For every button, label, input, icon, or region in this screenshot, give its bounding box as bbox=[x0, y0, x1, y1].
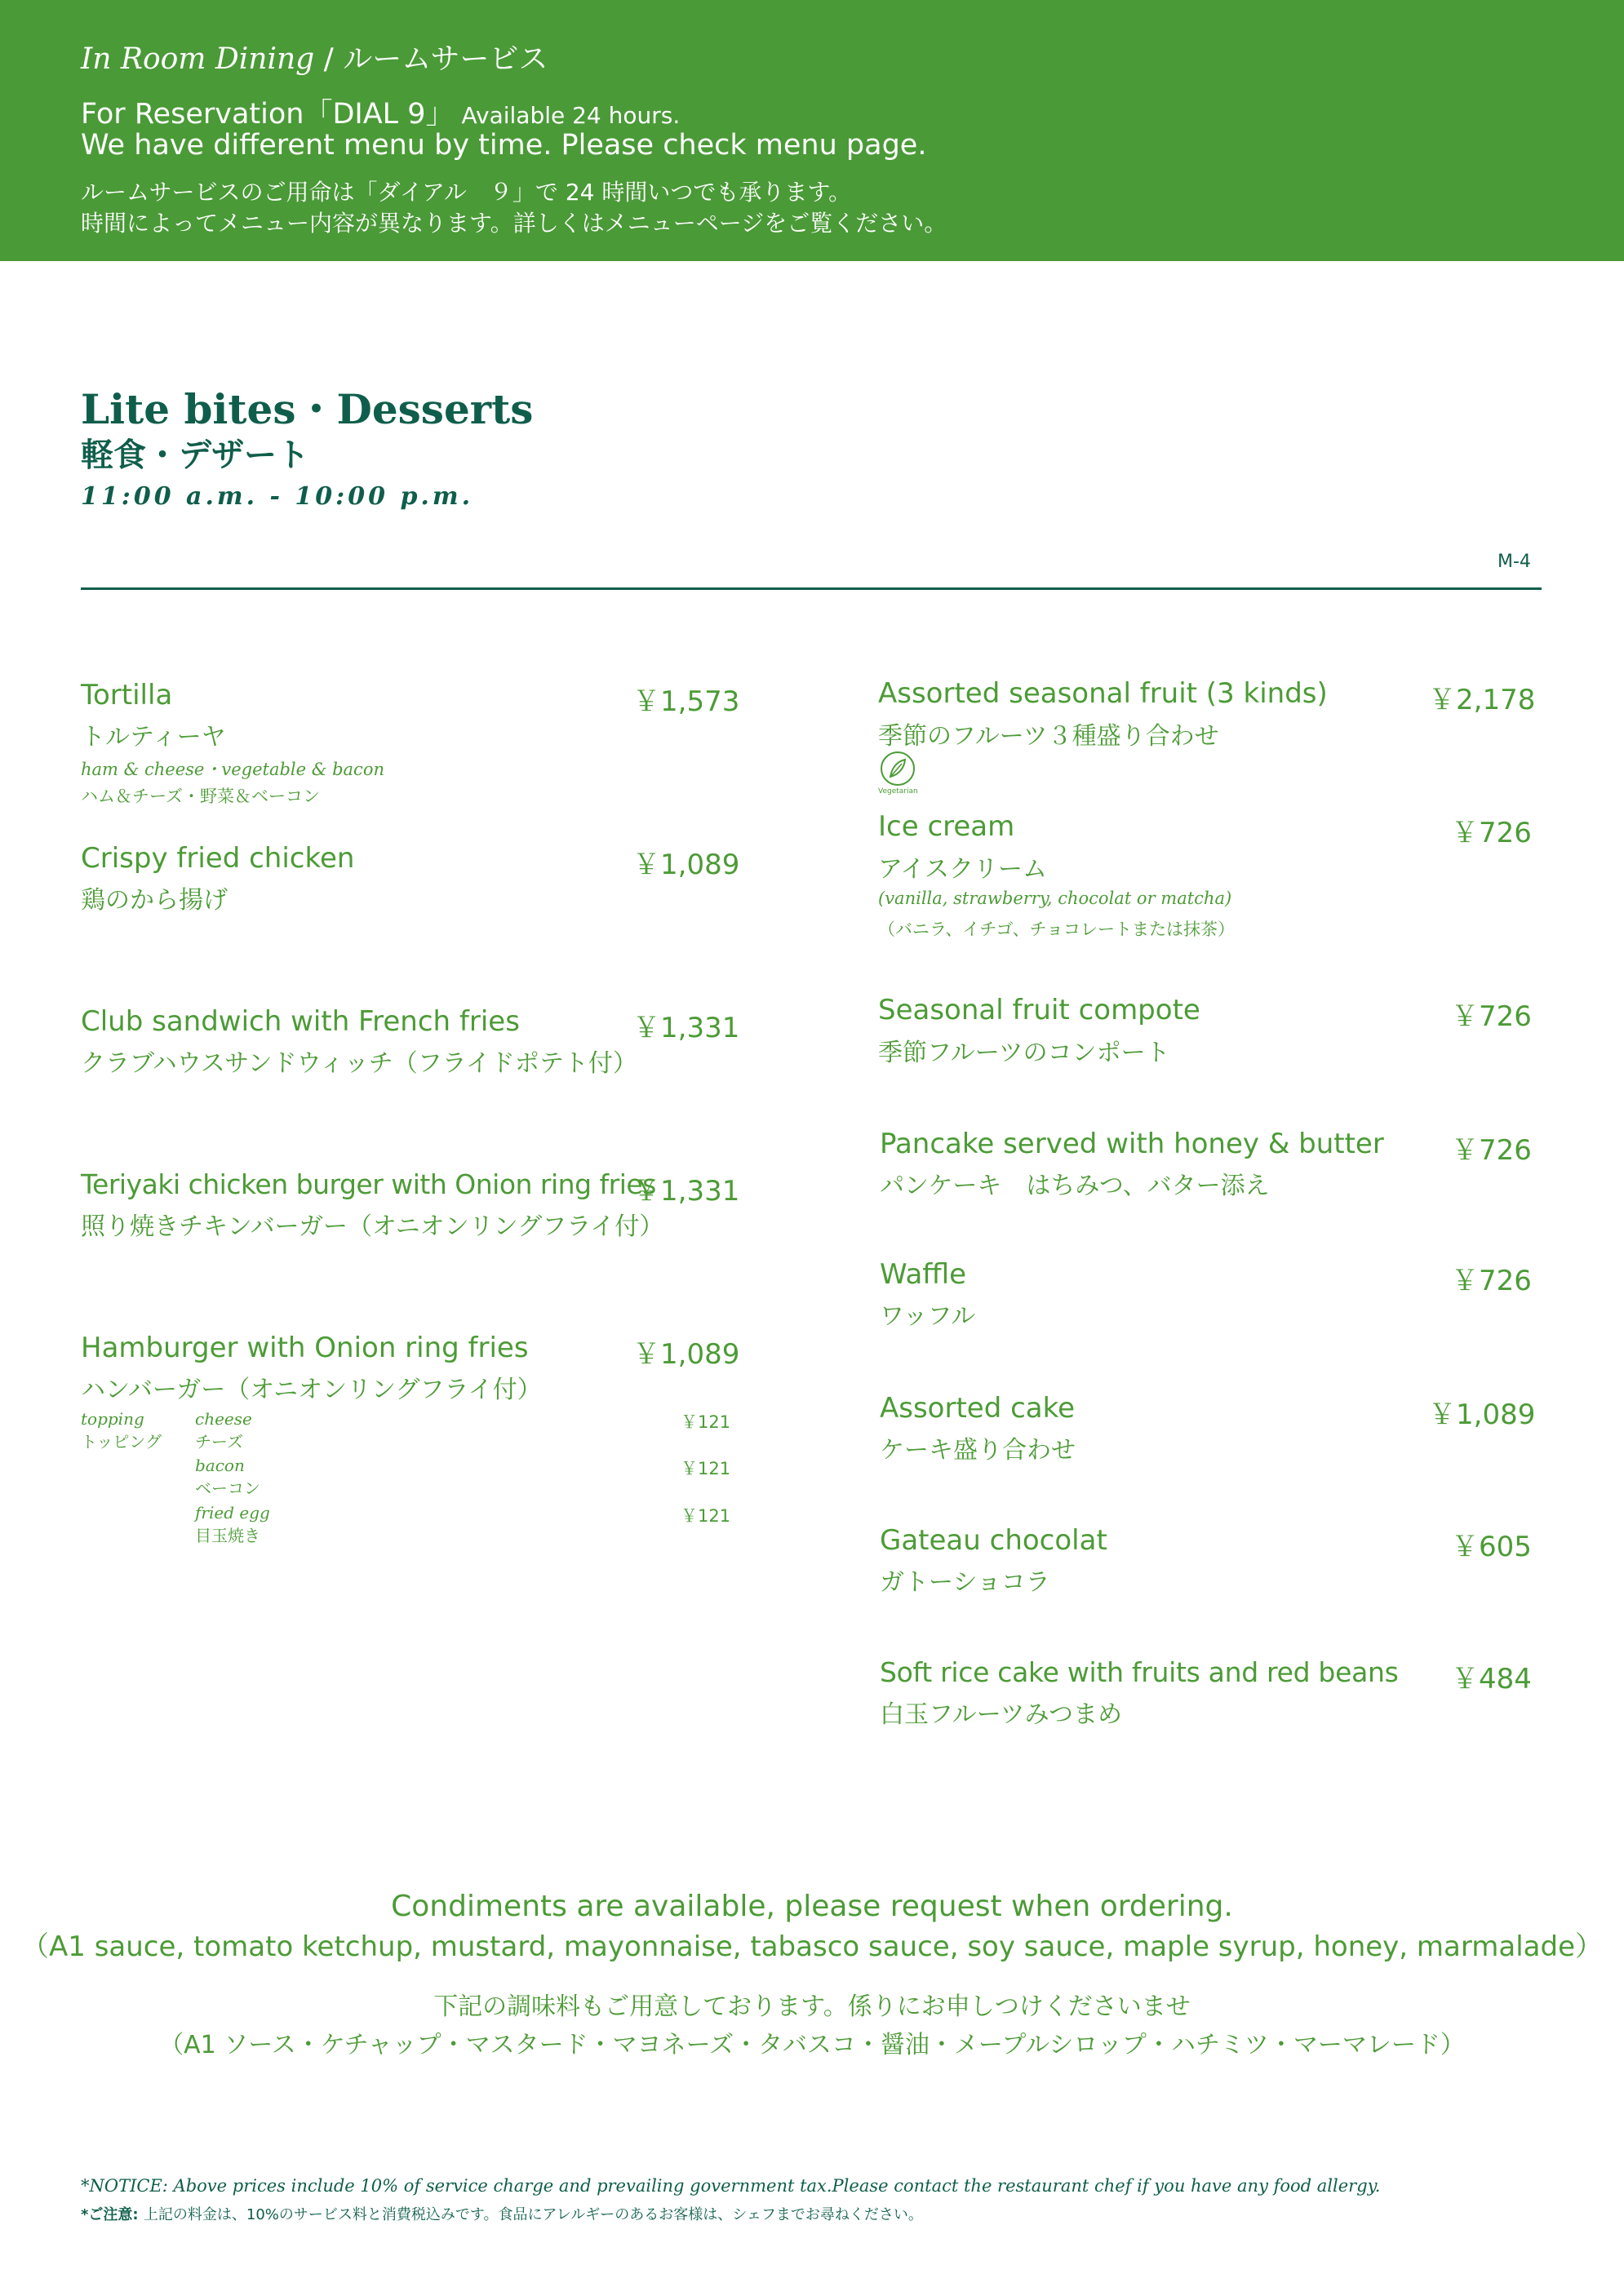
item-name-jp: ケーキ盛り合わせ bbox=[880, 1436, 1076, 1465]
item-name-en: Seasonal fruit compote bbox=[878, 994, 1200, 1026]
item-name-jp: トルティーヤ bbox=[81, 723, 226, 751]
item-name-en: Hamburger with Onion ring fries bbox=[81, 1332, 529, 1364]
condiments-jp-1: 下記の調味料もご用意しております。係りにお申しつけくださいませ bbox=[433, 1992, 1191, 2021]
section-hours: 11:00 a.m. - 10:00 p.m. bbox=[81, 482, 474, 511]
item-price: ￥726 bbox=[1451, 817, 1532, 849]
item-name-en: Tortilla bbox=[81, 679, 173, 711]
topping-option-price: ￥121 bbox=[681, 1459, 731, 1478]
item-name-jp: 鶏のから揚げ bbox=[81, 886, 228, 915]
topping-label-jp: トッピング bbox=[81, 1432, 162, 1452]
item-name-jp: クラブハウスサンドウィッチ（フライドポテト付） bbox=[81, 1049, 637, 1078]
topping-label-en: topping bbox=[81, 1409, 144, 1429]
item-name-jp: パンケーキ はちみつ、バター添え bbox=[880, 1172, 1270, 1200]
item-name-en: Ice cream bbox=[878, 810, 1015, 843]
item-name-jp: ワッフル bbox=[880, 1302, 976, 1331]
header-band bbox=[0, 0, 1624, 261]
topping-option-jp: ベーコン bbox=[195, 1478, 260, 1498]
item-price: ￥1,331 bbox=[632, 1012, 740, 1044]
vegetarian-label: Vegetarian bbox=[878, 787, 918, 796]
item-price: ￥1,573 bbox=[632, 685, 740, 718]
item-name-en: Waffle bbox=[880, 1258, 967, 1291]
topping-option-price: ￥121 bbox=[681, 1412, 731, 1432]
vegetarian-icon-graphic bbox=[880, 751, 916, 787]
item-name-jp: 季節のフルーツ３種盛り合わせ bbox=[878, 722, 1219, 751]
section-divider bbox=[81, 587, 1542, 590]
item-name-jp: 照り焼きチキンバーガー（オニオンリングフライ付） bbox=[81, 1212, 664, 1241]
reservation-main: For Reservation「DIAL 9」 bbox=[81, 98, 455, 131]
item-name-en: Teriyaki chicken burger with Onion ring fries bbox=[81, 1168, 656, 1200]
vegetarian-icon bbox=[880, 751, 916, 798]
section-title-en: Lite bites・Desserts bbox=[81, 385, 534, 433]
topping-option-en: bacon bbox=[195, 1456, 245, 1475]
item-name-en: Pancake served with honey & butter bbox=[880, 1128, 1384, 1160]
item-name-en: Assorted seasonal fruit (3 kinds) bbox=[878, 677, 1328, 710]
item-name-en: Assorted cake bbox=[880, 1392, 1076, 1425]
item-note-en: ham & cheese・vegetable & bacon bbox=[81, 760, 384, 779]
header-title-en: In Room Dining bbox=[81, 42, 315, 76]
item-price: ￥726 bbox=[1451, 1134, 1532, 1167]
condiments-en-2: （A1 sauce, tomato ketchup, mustard, mayonnaise, tabasco sauce, soy sauce, maple syrup, honey, marmalade） bbox=[21, 1930, 1603, 1963]
header-title-jp: ルームサービス bbox=[343, 42, 548, 76]
item-name-en: Soft rice cake with fruits and red beans bbox=[880, 1656, 1399, 1688]
item-note-jp: ハム＆チーズ・野菜＆ベーコン bbox=[81, 787, 320, 806]
topping-option-jp: チーズ bbox=[195, 1432, 243, 1452]
reservation-line bbox=[81, 91, 680, 132]
item-name-jp: 季節フルーツのコンポート bbox=[878, 1039, 1170, 1067]
item-name-jp: ガトーショコラ bbox=[880, 1568, 1050, 1597]
condiments-jp-2: （A1 ソース・ケチャップ・マスタード・マヨネーズ・タバスコ・醤油・メープルシロップ・ハチミツ・マーマレード） bbox=[159, 2031, 1465, 2059]
item-price: ￥1,089 bbox=[632, 1338, 740, 1371]
header-jp-line-2: 時間によってメニュー内容が異なります。詳しくはメニューページをご覧ください。 bbox=[81, 210, 947, 237]
topping-option-en: cheese bbox=[195, 1409, 252, 1429]
notice-jp-text: 上記の料金は、10%のサービス料と消費税込みです。食品にアレルギーのあるお客様は、シェフまでお尋ねください。 bbox=[143, 2206, 923, 2223]
section-title-jp: 軽食・デザート bbox=[81, 437, 309, 474]
item-price: ￥1,331 bbox=[632, 1175, 740, 1208]
item-name-jp: ハンバーガー（オニオンリングフライ付） bbox=[81, 1376, 542, 1404]
topping-option-price: ￥121 bbox=[681, 1506, 731, 1526]
topping-option-en: fried egg bbox=[195, 1503, 270, 1523]
notice-jp-label: *ご注意: bbox=[81, 2206, 144, 2223]
page-number: M-4 bbox=[1498, 552, 1531, 572]
header-title-sep: / bbox=[314, 42, 344, 76]
item-price: ￥484 bbox=[1451, 1663, 1532, 1695]
item-note-en: (vanilla, strawberry, chocolat or matcha) bbox=[878, 889, 1232, 908]
item-price: ￥1,089 bbox=[632, 849, 740, 881]
notice-en: *NOTICE: Above prices include 10% of service charge and prevailing government tax.Please contact the restaurant chef if you have any food allergy. bbox=[81, 2176, 1381, 2196]
item-note-jp: （バニラ、イチゴ、チョコレートまたは抹茶） bbox=[878, 920, 1236, 939]
menu-by-time-line: We have different menu by time. Please check menu page. bbox=[81, 129, 927, 162]
reservation-small: Available 24 hours. bbox=[454, 102, 681, 129]
item-price: ￥605 bbox=[1451, 1531, 1532, 1563]
notice-jp bbox=[81, 2203, 923, 2224]
item-name-en: Club sandwich with French fries bbox=[81, 1005, 520, 1038]
topping-option-jp: 目玉焼き bbox=[195, 1526, 260, 1545]
item-price: ￥726 bbox=[1451, 1000, 1532, 1033]
item-price: ￥2,178 bbox=[1428, 684, 1536, 716]
header-jp-line-1: ルームサービスのご用命は「ダイアル ９」で 24 時間いつでも承ります。 bbox=[81, 179, 852, 206]
condiments-en-1: Condiments are available, please request when ordering. bbox=[391, 1890, 1233, 1923]
item-price: ￥726 bbox=[1451, 1265, 1532, 1297]
header-title bbox=[81, 36, 548, 78]
item-price: ￥1,089 bbox=[1428, 1398, 1536, 1431]
item-name-en: Crispy fried chicken bbox=[81, 842, 355, 875]
item-name-en: Gateau chocolat bbox=[880, 1524, 1107, 1557]
item-name-jp: アイスクリーム bbox=[878, 855, 1047, 884]
item-name-jp: 白玉フルーツみつまめ bbox=[880, 1700, 1122, 1729]
